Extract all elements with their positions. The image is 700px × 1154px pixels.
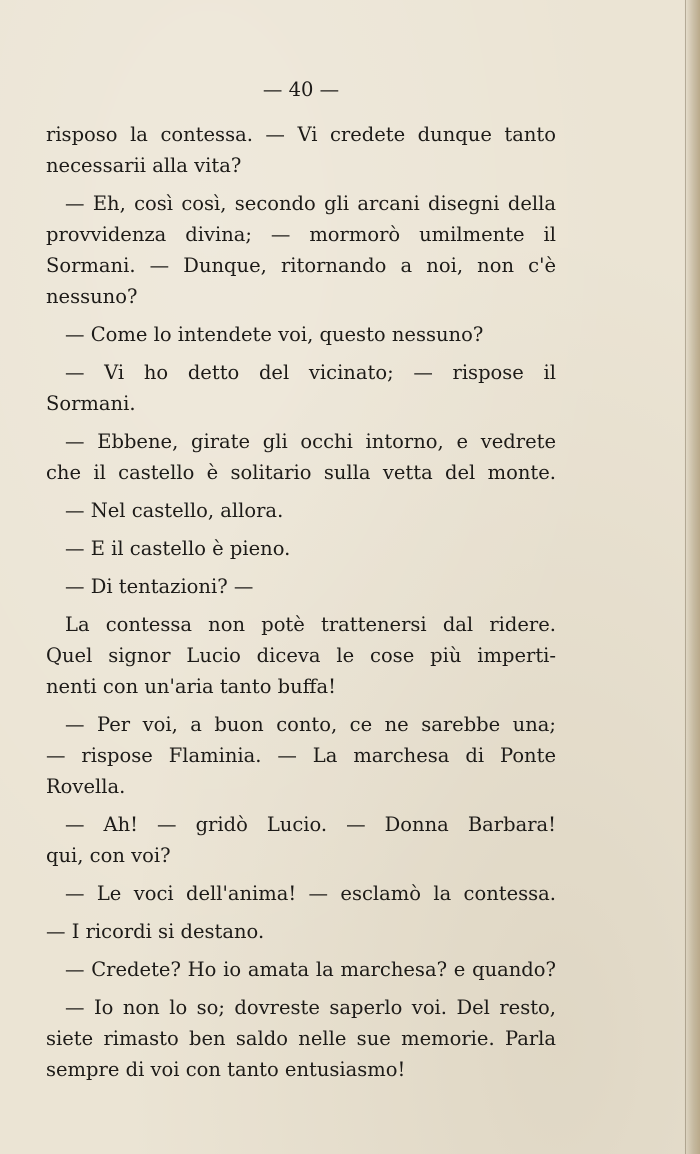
text-line: — Ebbene, girate gli occhi intorno, e vedrete <box>65 430 556 453</box>
text-line: — E il castello è pieno. <box>65 537 291 560</box>
text-line: necessarii alla vita? <box>46 154 242 177</box>
text-line: che il castello è solitario sulla vetta del monte. <box>46 461 556 484</box>
text-line: — Io non lo so; dovreste saperlo voi. Del resto, <box>65 996 556 1019</box>
text-line: — Di tentazioni? — <box>65 575 254 598</box>
text-line: — Nel castello, allora. <box>65 499 284 522</box>
text-line: qui, con voi? <box>46 844 171 867</box>
text-line: Sormani. <box>46 392 136 415</box>
text-line: — Le voci dell'anima! — esclamò la contessa. <box>65 882 556 905</box>
text-line: Quel signor Lucio diceva le cose più imperti- <box>46 644 556 667</box>
page-number: — 40 — <box>262 78 340 101</box>
text-line: sempre di voi con tanto entusiasmo! <box>46 1058 406 1081</box>
text-line: — Per voi, a buon conto, ce ne sarebbe una; <box>65 713 556 736</box>
text-line: La contessa non potè trattenersi dal ridere. <box>65 613 556 636</box>
page-edge <box>685 0 686 1154</box>
text-line: nenti con un'aria tanto buffa! <box>46 675 336 698</box>
text-line: — Eh, così così, secondo gli arcani disegni della <box>65 192 556 215</box>
text-line: — Ah! — gridò Lucio. — Donna Barbara! <box>65 813 556 836</box>
text-line: risposo la contessa. — Vi credete dunque tanto <box>46 123 556 146</box>
page-spine-shadow <box>684 0 700 1154</box>
page-text <box>46 74 556 1085</box>
text-line: Rovella. <box>46 775 126 798</box>
text-line: — rispose Flaminia. — La marchesa di Ponte <box>46 744 556 767</box>
text-line: provvidenza divina; — mormorò umilmente il <box>46 223 556 246</box>
text-line: — Come lo intendete voi, questo nessuno? <box>65 323 484 346</box>
text-line: Sormani. — Dunque, ritornando a noi, non c'è <box>46 254 556 277</box>
text-line: — Vi ho detto del vicinato; — rispose il <box>65 361 556 384</box>
text-line: — I ricordi si destano. <box>46 920 265 943</box>
text-line: — Credete? Ho io amata la marchesa? e quando? <box>65 958 556 981</box>
text-line: siete rimasto ben saldo nelle sue memorie. Parla <box>46 1027 556 1050</box>
text-line: nessuno? <box>46 285 138 308</box>
